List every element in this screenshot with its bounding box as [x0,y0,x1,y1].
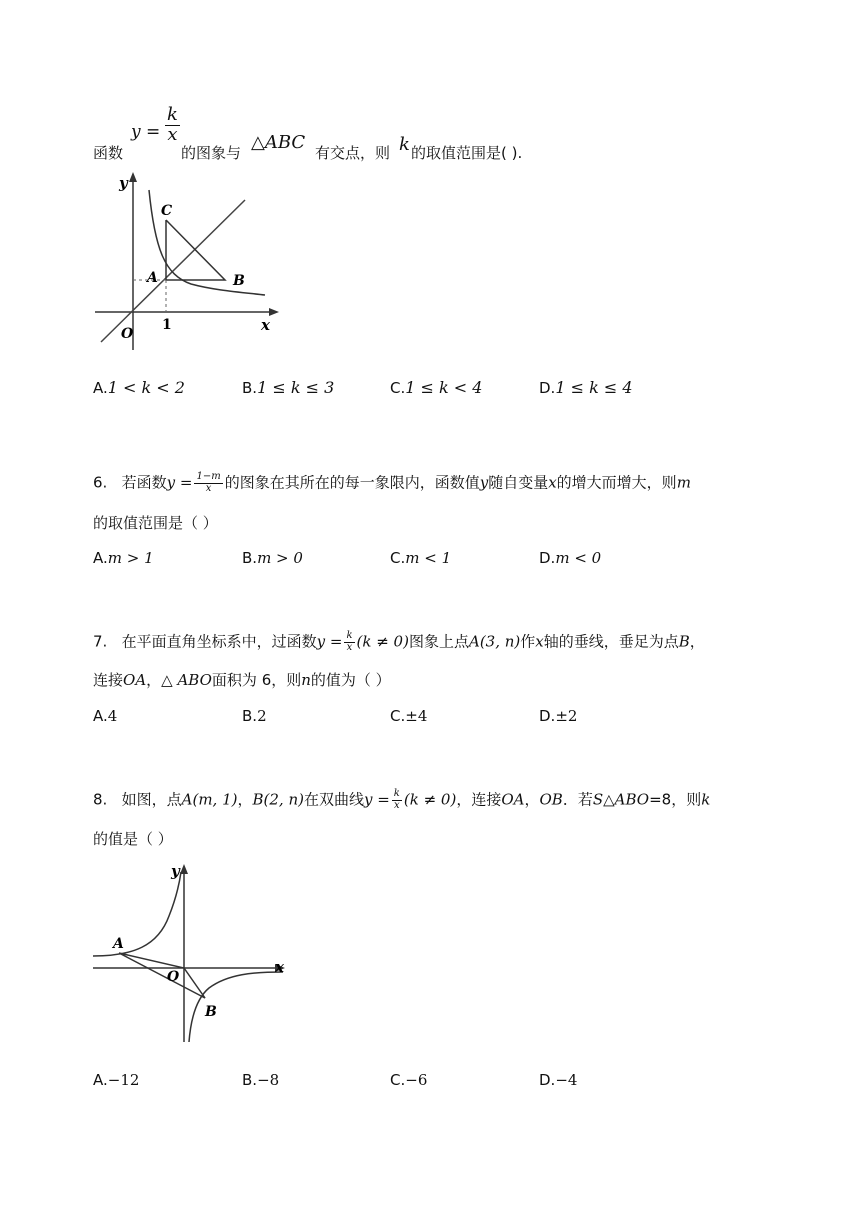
q7-stem-line1 [93,631,705,653]
q5-line-y-equals-x [101,200,245,342]
q6-option-d-letter: D. [539,549,556,567]
q7-seg-oa: OA [123,671,147,689]
q7-eq-lhs: y = [316,632,343,651]
q8-text-g: =8，则 [649,790,702,809]
q7-number: 7. [93,632,108,651]
q5-option-c-value: 1 ≤ k < 4 [405,378,483,397]
q8-option-c-value: −6 [405,1071,428,1089]
q5-option-b-value: 1 ≤ k ≤ 3 [257,378,335,397]
q7-var-x: x [535,632,544,651]
q8-seg-oa: OA [501,790,525,809]
q6-option-a-letter: A. [93,549,108,567]
q7-option-b-value: 2 [257,707,267,725]
q5-k: k [399,134,410,155]
q8-label-b: B [205,1004,217,1020]
q5-label-x: x [261,316,270,334]
q5-x-arrow [269,308,279,316]
q7-option-a[interactable] [93,706,117,726]
q5-label-b: B [233,273,245,289]
q8-text-f: ．若 [562,790,593,809]
q5-option-d-value: 1 ≤ k ≤ 4 [555,378,633,397]
q6-eq-lhs: y = [166,473,193,492]
q7-point-a: A(3, n) [468,632,521,651]
q6-number: 6. [93,473,108,492]
q7-option-b-letter: B. [242,707,258,725]
q6-option-b-value: m > 0 [257,549,303,567]
q5-text-suffix: 的取值范围是( ). [411,144,523,162]
q8-option-a-letter: A. [93,1071,108,1089]
q7-text-i: 的值为（ ） [310,671,391,689]
q7-option-d-value: ±2 [555,707,578,725]
q6-frac-num: 1−m [196,471,221,482]
q8-frac-num: k [393,788,400,799]
q7-option-a-letter: A. [93,707,108,725]
q6-option-c-value: m < 1 [405,549,452,567]
q8-stem-line2: 的值是（ ） [93,830,173,848]
q6-text-d: 的增大而增大，则 [556,473,677,492]
q8-label-origin: O [167,969,180,985]
q8-option-a-value: −12 [107,1071,140,1089]
q8-stem-line1 [93,789,710,811]
q6-fraction [194,472,222,494]
q5-label-a: A [147,270,158,286]
q6-var-m: m [676,473,691,492]
q5-label-one: 1 [162,317,172,333]
q8-number: 8. [93,790,108,809]
q5-triangle: △ABC [251,132,306,153]
q8-figure [93,856,293,1046]
q5-text-mid2: 有交点，则 [315,144,391,162]
q5-frac-den: x [167,123,178,145]
q6-stem-line1 [93,472,691,494]
q5-option-d[interactable] [539,378,633,398]
q8-eq-lhs: y = [363,790,390,809]
q5-option-d-letter: D. [539,379,556,397]
q6-option-b-letter: B. [242,549,258,567]
q8-fraction [392,789,402,811]
q8-label-a: A [113,936,124,952]
q8-option-c-letter: C. [390,1071,406,1089]
q5-option-c-letter: C. [390,379,406,397]
q6-frac-den: x [205,482,212,494]
q7-option-a-value: 4 [107,707,118,725]
q5-option-a-letter: A. [93,379,108,397]
q5-label-origin: O [121,326,134,342]
q7-option-c-letter: C. [390,707,406,725]
q5-option-a[interactable] [93,378,185,398]
q7-var-n: n [301,671,311,689]
q8-point-b: B(2, n) [252,790,304,809]
q8-option-d-letter: D. [539,1071,556,1089]
q8-seg-ob: OB [539,790,563,809]
q7-text-f: 连接 [93,671,124,689]
q8-option-c[interactable] [390,1070,427,1090]
q6-option-d-value: m < 0 [555,549,602,567]
q6-var-x: x [548,473,557,492]
q5-option-b-letter: B. [242,379,258,397]
q5-text-mid1: 的图象与 [181,144,242,162]
q7-triangle: △ ABO [161,671,212,689]
q8-option-b-value: −8 [257,1071,280,1089]
q6-option-b[interactable] [242,548,303,568]
q5-frac-num: k [167,104,178,125]
q6-option-c[interactable] [390,548,451,568]
q8-text-e: ， [524,790,540,809]
q6-text-a: 若函数 [121,473,167,492]
q7-condition: (k ≠ 0) [356,632,409,651]
q8-hyperbola-right [189,972,283,1042]
q8-text-d: ，连接 [456,790,502,809]
q7-text-c: 作 [520,632,536,651]
q8-option-d-value: −4 [555,1071,578,1089]
q7-text-g: ， [146,671,162,689]
q5-option-b[interactable] [242,378,334,398]
q5-label-y: y [119,174,128,192]
q8-condition: (k ≠ 0) [403,790,457,809]
q8-triangle-abo [119,953,205,998]
q7-text-d: 轴的垂线，垂足为点 [543,632,679,651]
q5-eq-lhs: y = [131,122,161,142]
q5-label-c: C [161,203,173,219]
q8-var-k: k [701,790,711,809]
q7-text-h: 面积为 6，则 [211,671,302,689]
q7-text-a: 在平面直角坐标系中，过函数 [121,632,317,651]
q7-option-c[interactable] [390,706,427,726]
q7-stem-line2 [93,670,391,690]
q6-option-a[interactable] [93,548,154,568]
q6-option-c-letter: C. [390,549,406,567]
q5-option-a-value: 1 < k < 2 [107,378,185,397]
q7-option-d[interactable] [539,706,577,726]
q6-text-b: 的图象在其所在的每一象限内，函数值 [224,473,480,492]
q7-text-e: ， [689,632,705,651]
q6-text-c: 随自变量 [488,473,549,492]
q6-option-a-value: m > 1 [107,549,154,567]
q5-y-arrow [129,172,137,182]
q8-label-y: y [171,862,180,880]
q7-fraction [344,631,354,653]
q8-option-b-letter: B. [242,1071,258,1089]
q8-point-a: A(m, 1) [181,790,238,809]
q8-text-a: 如图，点 [121,790,182,809]
q8-text-b: ， [237,790,253,809]
q7-point-b: B [678,632,690,651]
q8-label-x: x [275,958,284,976]
q8-text-c: 在双曲线 [303,790,364,809]
q5-figure [93,170,283,350]
q7-option-d-letter: D. [539,707,556,725]
q8-option-a[interactable] [93,1070,139,1090]
q6-var-y: y [479,473,489,492]
q6-stem-line2: 的取值范围是（ ） [93,514,218,532]
q8-hyperbola-left [93,872,181,956]
q5-option-c[interactable] [390,378,482,398]
q8-option-b[interactable] [242,1070,279,1090]
q8-frac-den: x [394,799,400,811]
q7-frac-num: k [346,630,353,641]
q6-option-d[interactable] [539,548,601,568]
q8-option-d[interactable] [539,1070,577,1090]
q7-option-c-value: ±4 [405,707,428,725]
q7-option-b[interactable] [242,706,267,726]
q7-frac-den: x [346,641,353,653]
q5-prefix: 函数 [93,144,124,162]
q5-fraction [165,106,180,145]
q8-area: S△ABO [592,790,650,809]
q7-text-b: 图象上点 [408,632,469,651]
